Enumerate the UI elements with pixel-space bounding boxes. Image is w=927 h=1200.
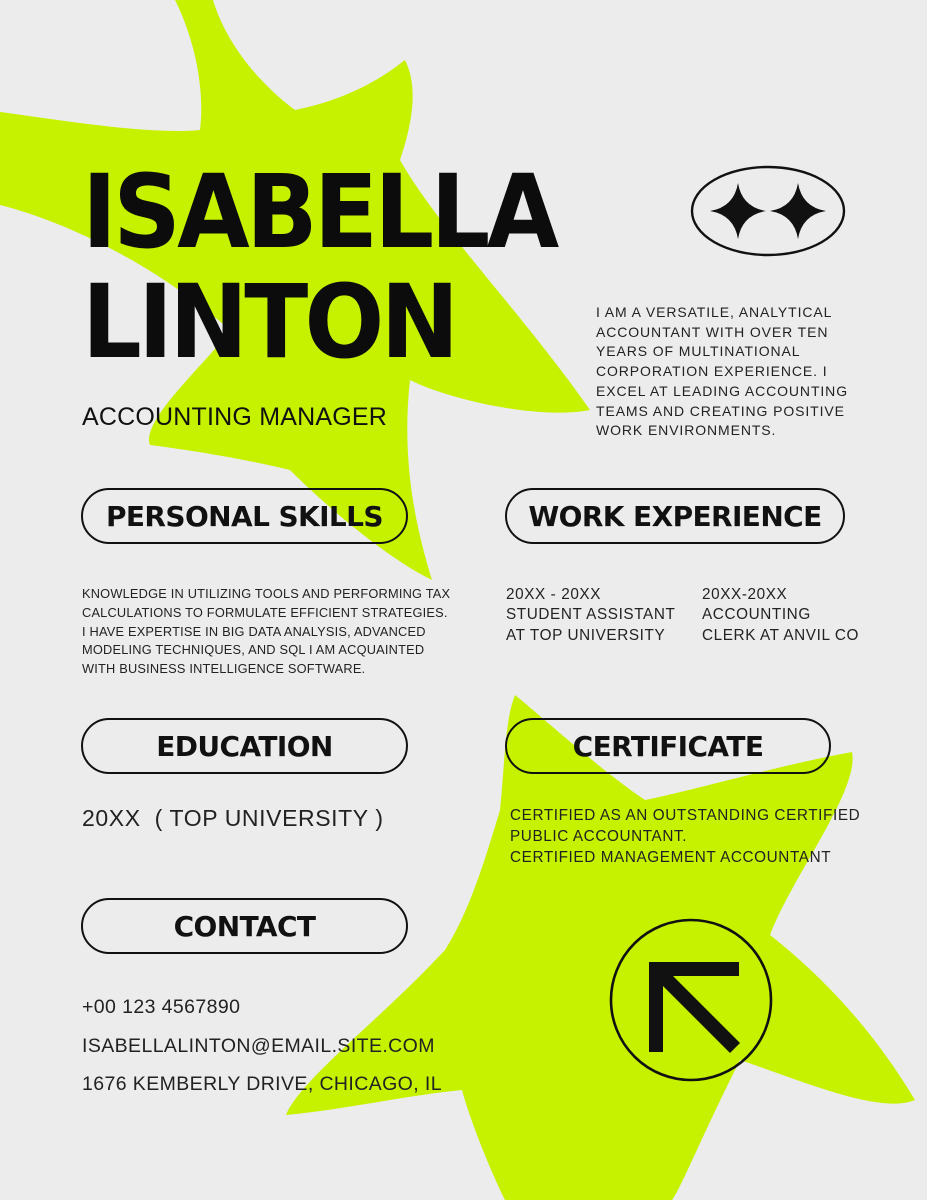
job-role: AT TOP UNIVERSITY <box>506 626 666 644</box>
skills-line: KNOWLEDGE IN UTILIZING TOOLS AND PERFORMING TAX <box>82 586 451 601</box>
contact-heading: CONTACT <box>81 898 408 954</box>
job-role: ACCOUNTING <box>702 606 811 624</box>
skills-line: I HAVE EXPERTISE IN BIG DATA ANALYSIS, ADVANCED <box>82 623 426 639</box>
skills-line: MODELING TECHNIQUES, AND SQL I AM ACQUAINTED <box>82 642 425 658</box>
certificate-line: CERTIFIED MANAGEMENT ACCOUNTANT <box>510 848 832 866</box>
work-experience-heading: WORK EXPERIENCE <box>505 488 845 544</box>
sparkle-icon <box>690 165 846 257</box>
contact-address: 1676 KEMBERLY DRIVE, CHICAGO, IL <box>82 1073 442 1095</box>
bio-paragraph: I AM A VERSATILE, ANALYTICAL ACCOUNTANT WITH OVER TEN YEARS OF MULTINATIONAL CORPORATION EXPERIENCE. I EXCEL AT LEADING ACCOUNTING TEAMS AND CREATING POSITIVE WORK ENVIRONMENTS. <box>596 304 848 439</box>
education-heading: EDUCATION <box>81 718 408 774</box>
candidate-name <box>82 153 556 382</box>
personal-skills-heading: PERSONAL SKILLS <box>81 488 408 544</box>
job-period: 20XX-20XX <box>702 586 788 603</box>
first-name: ISABELLA <box>82 153 556 272</box>
arrow-up-left-icon <box>609 918 773 1082</box>
last-name: LINTON <box>82 263 456 382</box>
job-role: STUDENT ASSISTANT <box>506 606 676 624</box>
job-entry <box>506 585 675 646</box>
certificate-line: PUBLIC ACCOUNTANT. <box>510 827 688 845</box>
contact-email: ISABELLALINTON@EMAIL.SITE.COM <box>82 1035 435 1057</box>
certificate-line: CERTIFIED AS AN OUTSTANDING CERTIFIED <box>510 807 861 824</box>
skills-description <box>82 585 482 679</box>
job-role: CLERK AT ANVIL CO <box>702 626 859 644</box>
job-entry <box>702 585 859 646</box>
job-title: ACCOUNTING MANAGER <box>82 403 388 431</box>
certificate-heading: CERTIFICATE <box>505 718 831 774</box>
skills-line: WITH BUSINESS INTELLIGENCE SOFTWARE. <box>82 661 366 677</box>
contact-phone: +00 123 4567890 <box>82 996 241 1018</box>
skills-line: CALCULATIONS TO FORMULATE EFFICIENT STRATEGIES. <box>82 604 448 620</box>
education-entry: 20XX ( TOP UNIVERSITY ) <box>82 805 384 831</box>
certificate-description <box>510 806 860 868</box>
job-period: 20XX - 20XX <box>506 586 602 603</box>
